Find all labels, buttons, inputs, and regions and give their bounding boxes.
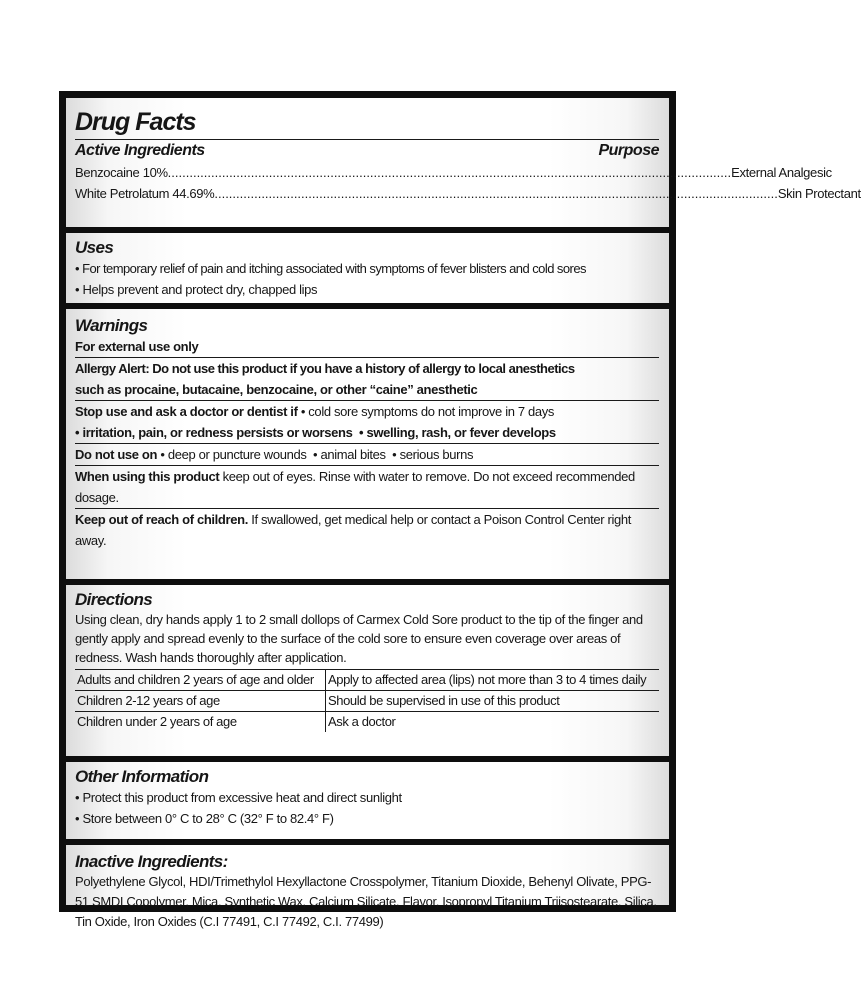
do-not-use-label: Do not use on xyxy=(75,447,158,462)
stop-use-conditions: • irritation, pain, or redness persists or worsens • swelling, rash, or fever develops xyxy=(75,425,556,440)
keep-out-label: Keep out of reach of children. xyxy=(75,512,248,527)
ingredient-row xyxy=(75,183,861,204)
table-cell-age: Children under 2 years of age xyxy=(75,712,326,733)
active-ingredients-header xyxy=(75,139,659,162)
table-cell-age: Adults and children 2 years of age and older xyxy=(75,670,326,691)
allergy-alert: Allergy Alert: Do not use this product if you have a history of allergy to local anesthetics xyxy=(75,361,575,376)
active-ingredients-section xyxy=(75,107,861,227)
warnings-heading: Warnings xyxy=(75,316,148,335)
section-divider xyxy=(66,579,669,585)
other-information-section xyxy=(75,766,659,839)
section-divider xyxy=(66,227,669,233)
inactive-ingredients-text: Polyethylene Glycol, HDI/Trimethylol Hexyllactone Crosspolymer, Titanium Dioxide, Behenyl Olivate, PPG-51 SMDI Copolymer, Mica, Synthetic Wax, Calcium Silicate, Flavor, Isopropyl Titanium Triisostearate, Silica, Tin Oxide, Iron Oxides (C.I 77491, C.I 77492, C.I. 77499) xyxy=(75,874,657,929)
inactive-ingredients-heading: Inactive Ingredients: xyxy=(75,852,228,871)
allergy-alert-cont: such as procaine, butacaine, benzocaine, or other “caine” anesthetic xyxy=(75,382,478,397)
active-ingredients-heading: Active Ingredients xyxy=(75,142,205,159)
purpose-heading: Purpose xyxy=(598,142,659,159)
directions-text: Using clean, dry hands apply 1 to 2 small dollops of Carmex Cold Sore product to the tip of the finger and gently apply and spread evenly to the surface of the cold sore to ensure even coverage over areas of redness. Wash hands thoroughly after application. xyxy=(75,612,643,665)
uses-item: • For temporary relief of pain and itching associated with symptoms of fever blisters and cold sores xyxy=(75,261,586,276)
ingredient-name: White Petrolatum 44.69% xyxy=(75,186,215,201)
other-information-heading: Other Information xyxy=(75,767,209,786)
ingredient-name: Benzocaine 10% xyxy=(75,165,168,180)
table-cell-instruction: Apply to affected area (lips) not more than 3 to 4 times daily xyxy=(326,670,660,691)
stop-use-warning xyxy=(75,401,659,422)
when-using-label: When using this product xyxy=(75,469,220,484)
inactive-ingredients-section xyxy=(75,851,659,943)
uses-heading: Uses xyxy=(75,238,114,257)
ingredient-purpose: External Analgesic xyxy=(731,165,832,180)
when-using-warning xyxy=(75,466,659,508)
table-cell-instruction: Should be supervised in use of this product xyxy=(326,691,660,712)
keep-out-text: If swallowed, get medical help or contact a Poison Control Center right away. xyxy=(75,512,632,548)
other-information-item: • Store between 0° C to 28° C (32° F to 82.4° F) xyxy=(75,811,334,826)
do-not-use-items: • deep or puncture wounds • animal bites • serious burns xyxy=(157,447,474,462)
dosage-table xyxy=(75,669,659,732)
section-divider xyxy=(66,839,669,845)
when-using-text: keep out of eyes. Rinse with water to remove. Do not exceed recommended dosage. xyxy=(75,469,635,505)
drug-facts-panel xyxy=(59,91,861,929)
stop-use-item: • cold sore symptoms do not improve in 7 days xyxy=(297,404,555,419)
stop-use-label: Stop use and ask a doctor or dentist if xyxy=(75,404,298,419)
keep-out-warning xyxy=(75,509,659,551)
directions-heading: Directions xyxy=(75,590,153,609)
other-information-item: • Protect this product from excessive heat and direct sunlight xyxy=(75,790,402,805)
leader-dots: ............................................................................................................................................................ xyxy=(214,186,778,201)
warnings-section xyxy=(75,315,659,579)
directions-section xyxy=(75,589,659,756)
leader-dots: ............................................................................................................................................................ xyxy=(167,165,732,180)
table-cell-instruction: Ask a doctor xyxy=(326,712,660,733)
section-divider xyxy=(66,303,669,309)
table-cell-age: Children 2-12 years of age xyxy=(75,691,326,712)
external-use-note: For external use only xyxy=(75,339,199,354)
section-divider xyxy=(66,756,669,762)
table-row xyxy=(75,691,659,712)
page-title: Drug Facts xyxy=(75,108,196,136)
table-row xyxy=(75,670,659,691)
uses-item: • Helps prevent and protect dry, chapped lips xyxy=(75,282,318,297)
table-row xyxy=(75,712,659,733)
ingredient-purpose: Skin Protectant xyxy=(777,186,861,201)
do-not-use-warning xyxy=(75,444,659,465)
ingredient-row xyxy=(75,162,832,183)
uses-section xyxy=(75,237,659,303)
